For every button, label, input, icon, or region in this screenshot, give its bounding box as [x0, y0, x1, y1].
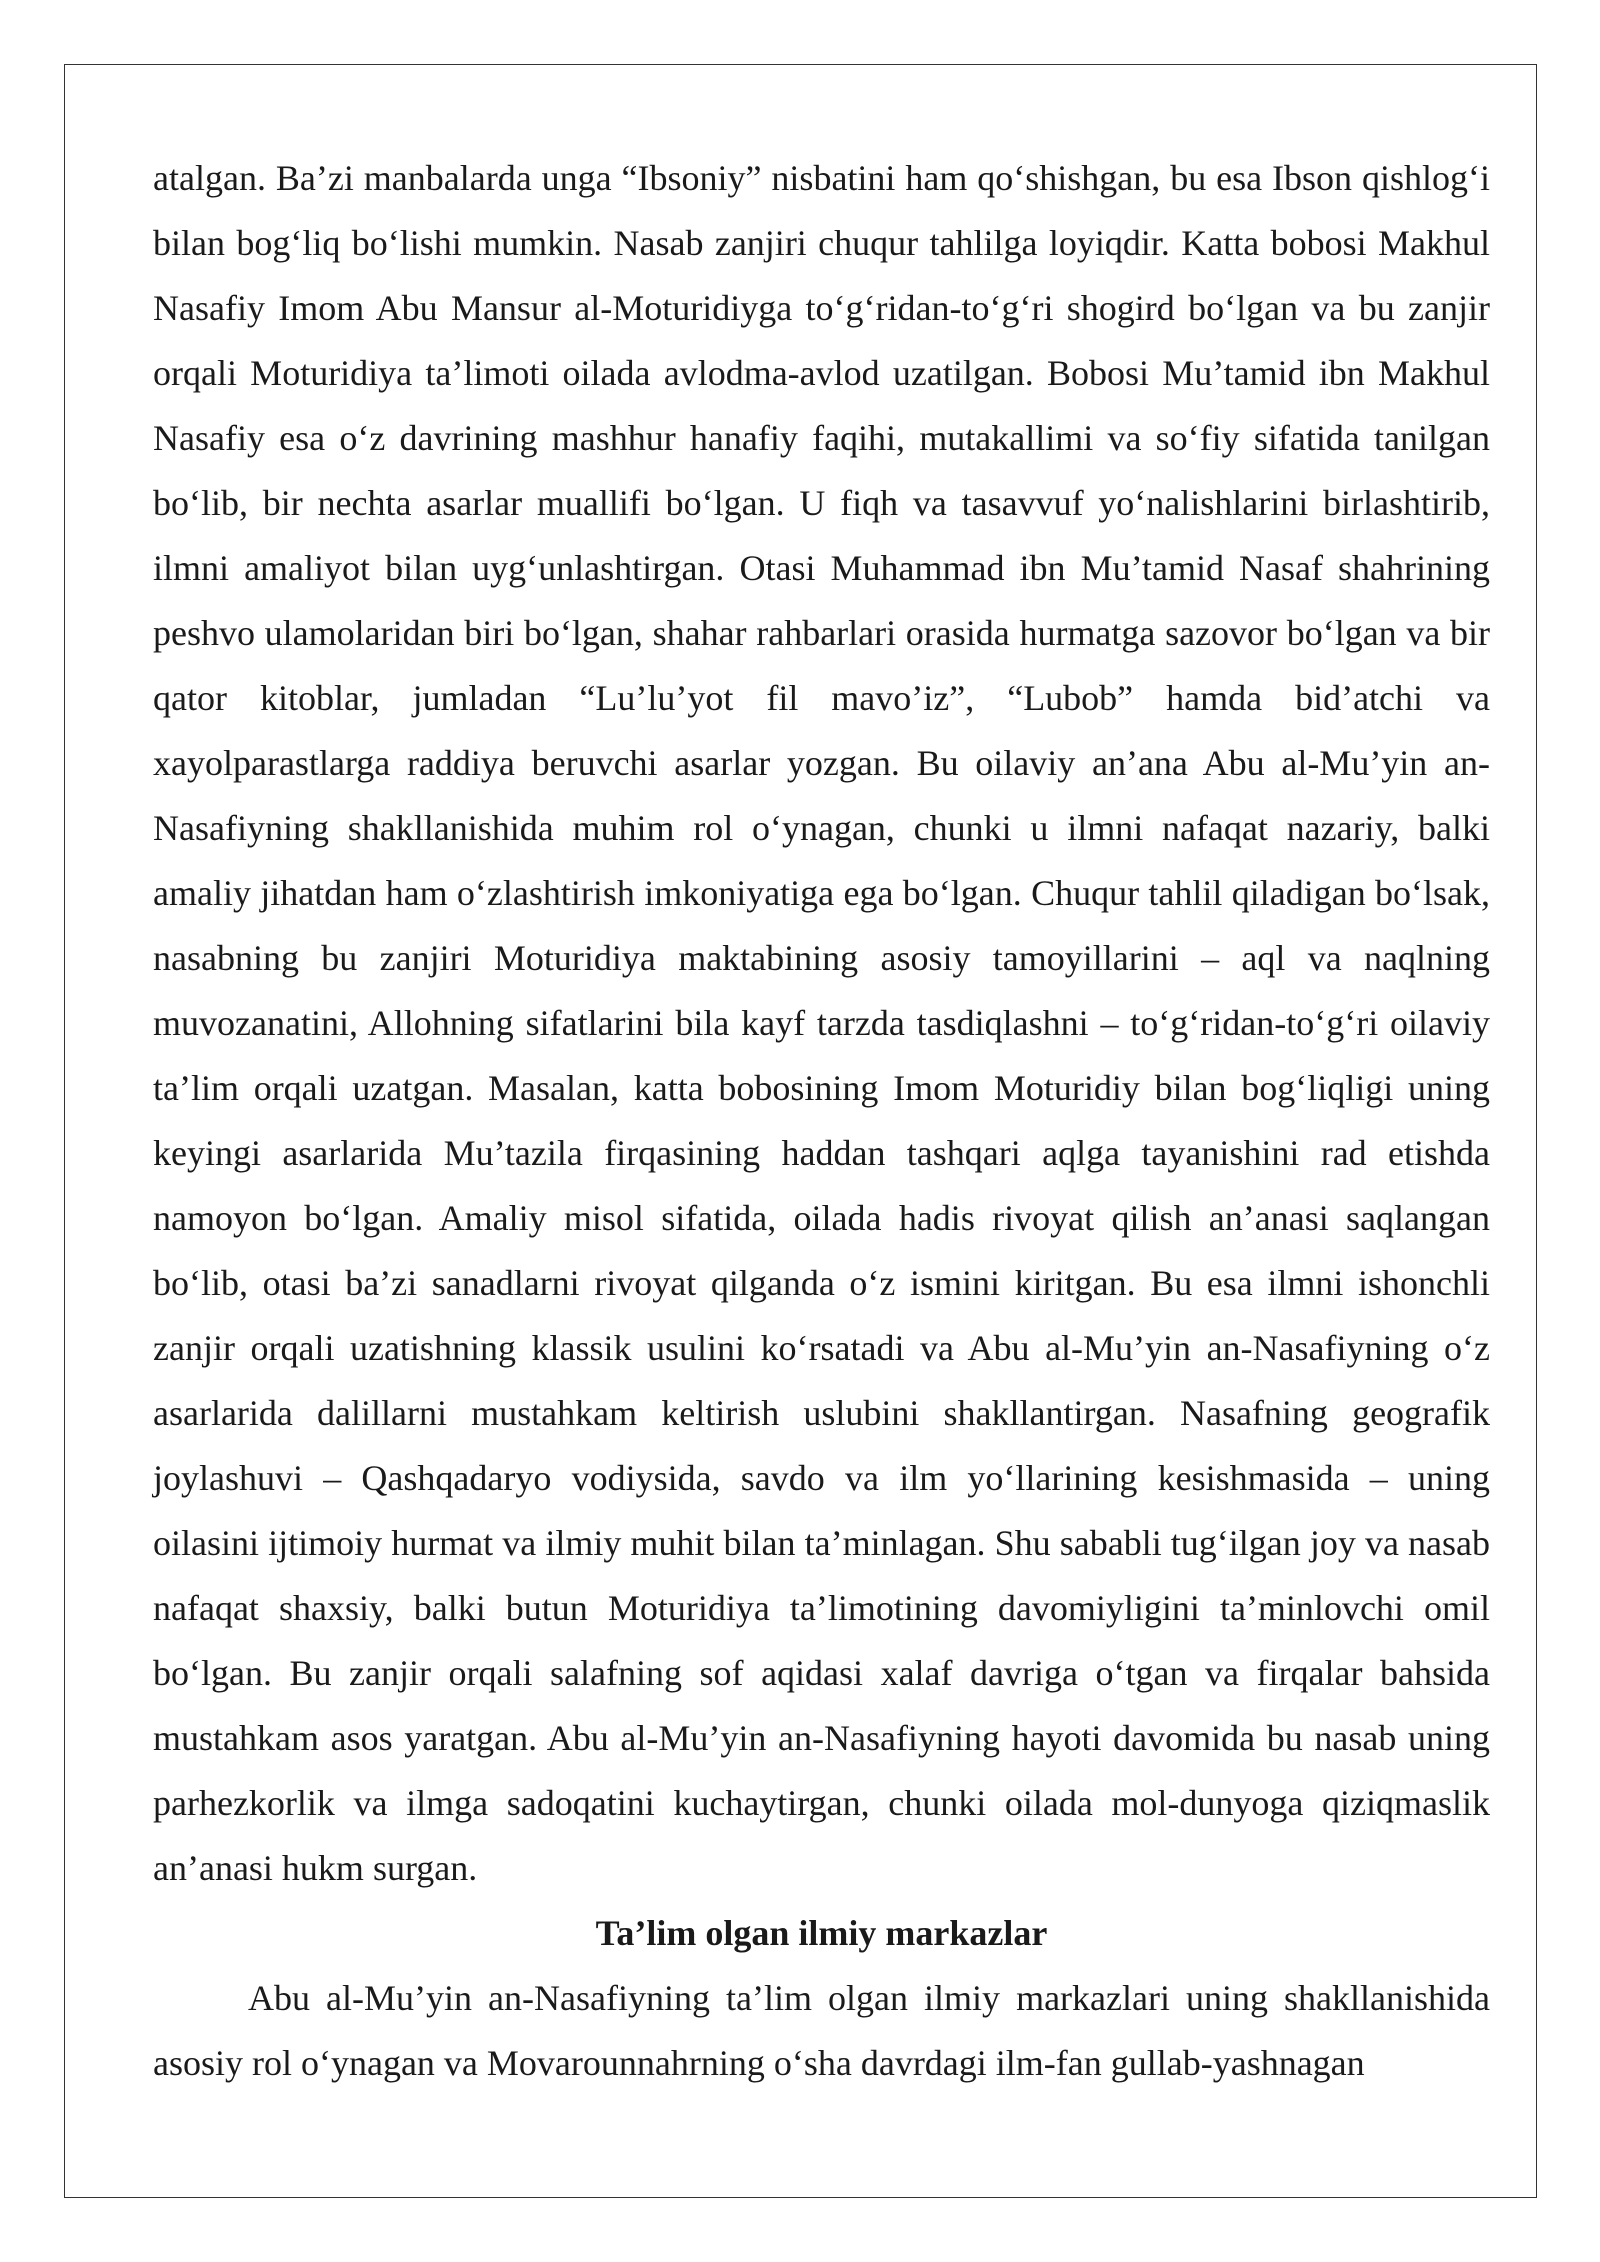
body-paragraph-continued: Abu al-Mu’yin an-Nasafiyning ta’lim olgan ilmiy markazlari uning shakllanishida asosiy rol o‘ynagan va Movarounnahrning o‘sha davrdagi ilm-fan gullab-yashnagan: [153, 1978, 1490, 2083]
section-heading: Ta’lim olgan ilmiy markazlar: [595, 1913, 1048, 1953]
body-paragraph: atalgan. Ba’zi manbalarda unga “Ibsoniy” nisbatini ham qo‘shishgan, bu esa Ibson qishlog‘i bilan bog‘liq bo‘lishi mumkin. Nasab zanjiri chuqur tahlilga loyiqdir. Katta bobosi Makhul Nasafiy Imom Abu Mansur al-Moturidiyga to‘g‘ridan-to‘g‘ri shogird bo‘lgan va bu zanjir orqali Moturidiya ta’limoti oilada avlodma-avlod uzatilgan. Bobosi Mu’tamid ibn Makhul Nasafiy esa o‘z davrining mashhur hanafiy faqihi, mutakallimi va so‘fiy sifatida tanilgan bo‘lib, bir nechta asarlar muallifi bo‘lgan. U fiqh va tasavvuf yo‘nalishlarini birlashtirib, ilmni amaliyot bilan uyg‘unlashtirgan. Otasi Muhammad ibn Mu’tamid Nasaf shahrining peshvo ulamolaridan biri bo‘lgan, shahar rahbarlari orasida hurmatga sazovor bo‘lgan va bir qator kitoblar, jumladan “Lu’lu’yot fil mavo’iz”, “Lubob” hamda bid’atchi va xayolparastlarga raddiya beruvchi asarlar yozgan. Bu oilaviy an’ana Abu al-Mu’yin an-Nasafiyning shakllanishida muhim rol o‘ynagan, chunki u ilmni nafaqat nazariy, balki amaliy jihatdan ham o‘zlashtirish imkoniyatiga ega bo‘lgan. Chuqur tahlil qiladigan bo‘lsak, nasabning bu zanjiri Moturidiya maktabining asosiy tamoyillarini – aql va naqlning muvozanatini, Allohning sifatlarini bila kayf tarzda tasdiqlashni – to‘g‘ridan-to‘g‘ri oilaviy ta’lim orqali uzatgan. Masalan, katta bobosining Imom Moturidiy bilan bog‘liqligi uning keyingi asarlarida Mu’tazila firqasining haddan tashqari aqlga tayanishini rad etishda namoyon bo‘lgan. Amaliy misol sifatida, oilada hadis rivoyat qilish an’anasi saqlangan bo‘lib, otasi ba’zi sanadlarni rivoyat qilganda o‘z ismini kiritgan. Bu esa ilmni ishonchli zanjir orqali uzatishning klassik usulini ko‘rsatadi va Abu al-Mu’yin an-Nasafiyning o‘z asarlarida dalillarni mustahkam keltirish uslubini shakllantirgan. Nasafning geografik joylashuvi – Qashqadaryo vodiysida, savdo va ilm yo‘llarining kesishmasida – uning oilasini ijtimoiy hurmat va ilmiy muhit bilan ta’minlagan. Shu sababli tug‘ilgan joy va nasab nafaqat shaxsiy, balki butun Moturidiya ta’limotining davomiyligini ta’minlovchi omil bo‘lgan. Bu zanjir orqali salafning sof aqidasi xalaf davriga o‘tgan va firqalar bahsida mustahkam asos yaratgan. Abu al-Mu’yin an-Nasafiyning hayoti davomida bu nasab uning parhezkorlik va ilmga sadoqatini kuchaytirgan, chunki oilada mol-dunyoga qiziqmaslik an’anasi hukm surgan.: [153, 158, 1490, 1888]
document-body: [153, 146, 1490, 2096]
